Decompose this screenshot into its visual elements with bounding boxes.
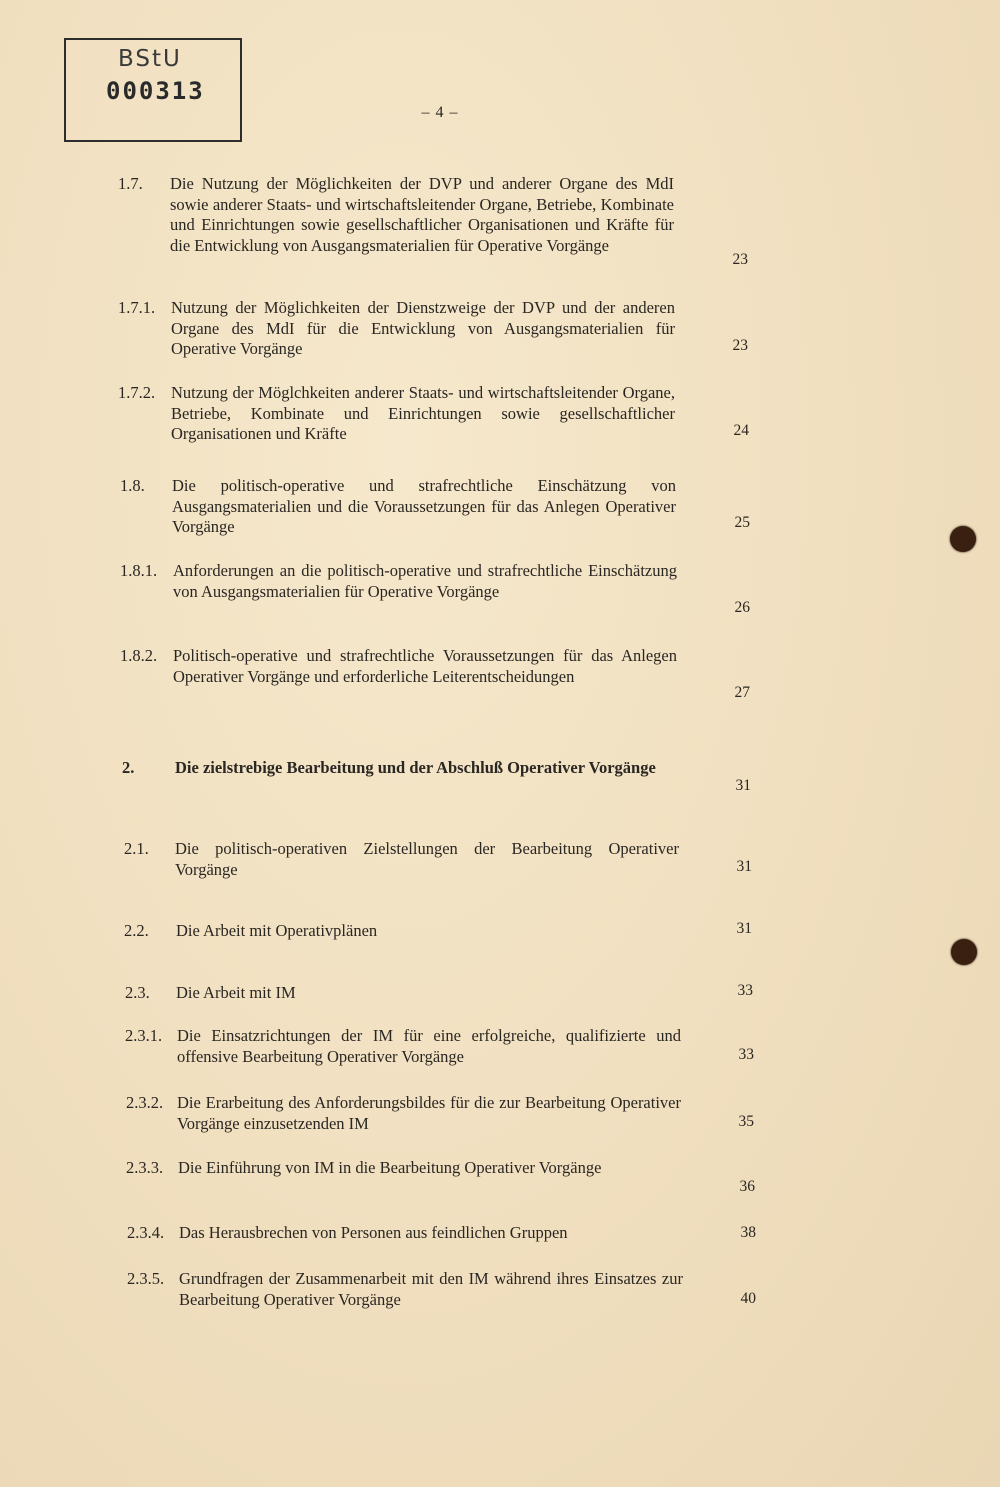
toc-entry-page: 33 [737, 982, 753, 999]
toc-entry-title: Das Herausbrechen von Personen aus feindlichen Gruppen [179, 1223, 568, 1242]
toc-entry-number: 1.7.1. [118, 298, 156, 317]
toc-entry-page: 23 [732, 337, 748, 354]
toc-entry-page: 31 [735, 777, 751, 794]
toc-entry-page: 38 [740, 1224, 756, 1241]
toc-entry-number: 2.1. [124, 839, 149, 858]
toc-entry-page: 24 [733, 422, 749, 439]
toc-entry-page: 40 [740, 1290, 756, 1307]
toc-entry-number: 2.3.2. [126, 1093, 164, 1112]
toc-entry-number: 2.3.3. [126, 1158, 164, 1177]
punch-hole [951, 939, 977, 965]
toc-entry-number: 1.8.2. [120, 646, 158, 665]
punch-hole [950, 526, 976, 552]
toc-entry-title: Die Erarbeitung des Anforderungsbildes für die zur Bearbeitung Operativer Vorgänge einzusetzenden IM [177, 1093, 681, 1133]
toc-entry-title: Politisch-operative und strafrechtliche Voraussetzungen für das Anlegen Operativer Vorgänge und erforderliche Leiterentscheidungen [173, 646, 677, 686]
toc-entry-number: 2.3. [125, 983, 150, 1002]
stamp-document-number: 000313 [106, 77, 205, 105]
toc-entry-title: Die Arbeit mit IM [176, 983, 296, 1002]
toc-entry-title: Die zielstrebige Bearbeitung und der Abschluß Operativer Vorgänge [175, 758, 656, 777]
toc-entry-number: 1.7. [118, 174, 143, 193]
toc-entry-page: 31 [736, 920, 752, 937]
toc-entry-page: 35 [738, 1113, 754, 1130]
toc-entry-title: Die Nutzung der Möglichkeiten der DVP und anderer Organe des MdI sowie anderer Staats- und wirtschaftsleitender Organe, Betriebe, Kombinate und Einrichtungen sowie gesellschaftlicher Organisationen und Kräfte für die Entwicklung von Ausgangsmaterialien für Operative Vorgänge [170, 174, 674, 255]
toc-entry-page: 26 [734, 599, 750, 616]
toc-entry-number: 1.7.2. [118, 383, 156, 402]
toc-entry-number: 1.8. [120, 476, 145, 495]
toc-entry-page: 36 [739, 1178, 755, 1195]
toc-entry-number: 2.2. [124, 921, 149, 940]
toc-entry-title: Anforderungen an die politisch-operative und strafrechtliche Einschätzung von Ausgangsmaterialien für Operative Vorgänge [173, 561, 677, 601]
toc-entry-title: Die Einsatzrichtungen der IM für eine erfolgreiche, qualifizierte und offensive Bearbeitung Operativer Vorgänge [177, 1026, 681, 1066]
toc-entry-page: 33 [738, 1046, 754, 1063]
toc-entry-page: 27 [734, 684, 750, 701]
toc-entry-number: 2.3.4. [127, 1223, 165, 1242]
toc-entry-title: Nutzung der Möglchkeiten anderer Staats- und wirtschaftsleitender Organe, Betriebe, Kombinate und Einrichtungen sowie gesellschaftlicher Organisationen und Kräfte [171, 383, 675, 443]
toc-entry-number: 2. [122, 758, 135, 777]
toc-entry-title: Die Arbeit mit Operativplänen [176, 921, 378, 940]
toc-entry-title: Die Einführung von IM in die Bearbeitung Operativer Vorgänge [178, 1158, 602, 1177]
toc-entry-title: Grundfragen der Zusammenarbeit mit den IM während ihres Einsatzes zur Bearbeitung Operativer Vorgänge [179, 1269, 683, 1309]
toc-entry-page: 25 [734, 514, 750, 531]
toc-entry-number: 1.8.1. [120, 561, 158, 580]
toc-entry-number: 2.3.1. [125, 1026, 163, 1045]
toc-entry-title: Nutzung der Möglichkeiten der Dienstzweige der DVP und der anderen Organe des MdI für die Entwicklung von Ausgangsmaterialien für Operative Vorgänge [171, 298, 675, 358]
toc-entry-number: 2.3.5. [127, 1269, 165, 1288]
toc-entry-page: 31 [736, 858, 752, 875]
toc-entry-page: 23 [732, 251, 748, 268]
stamp-archive-name: BStU [118, 46, 182, 72]
toc-entry-title: Die politisch-operative und strafrechtliche Einschätzung von Ausgangsmaterialien und die Voraussetzungen für das Anlegen Operativer Vorgänge [172, 476, 676, 536]
page-number: – 4 – [421, 104, 459, 121]
toc-entry-title: Die politisch-operativen Zielstellungen der Bearbeitung Operativer Vorgänge [175, 839, 679, 879]
archive-stamp [64, 38, 242, 142]
